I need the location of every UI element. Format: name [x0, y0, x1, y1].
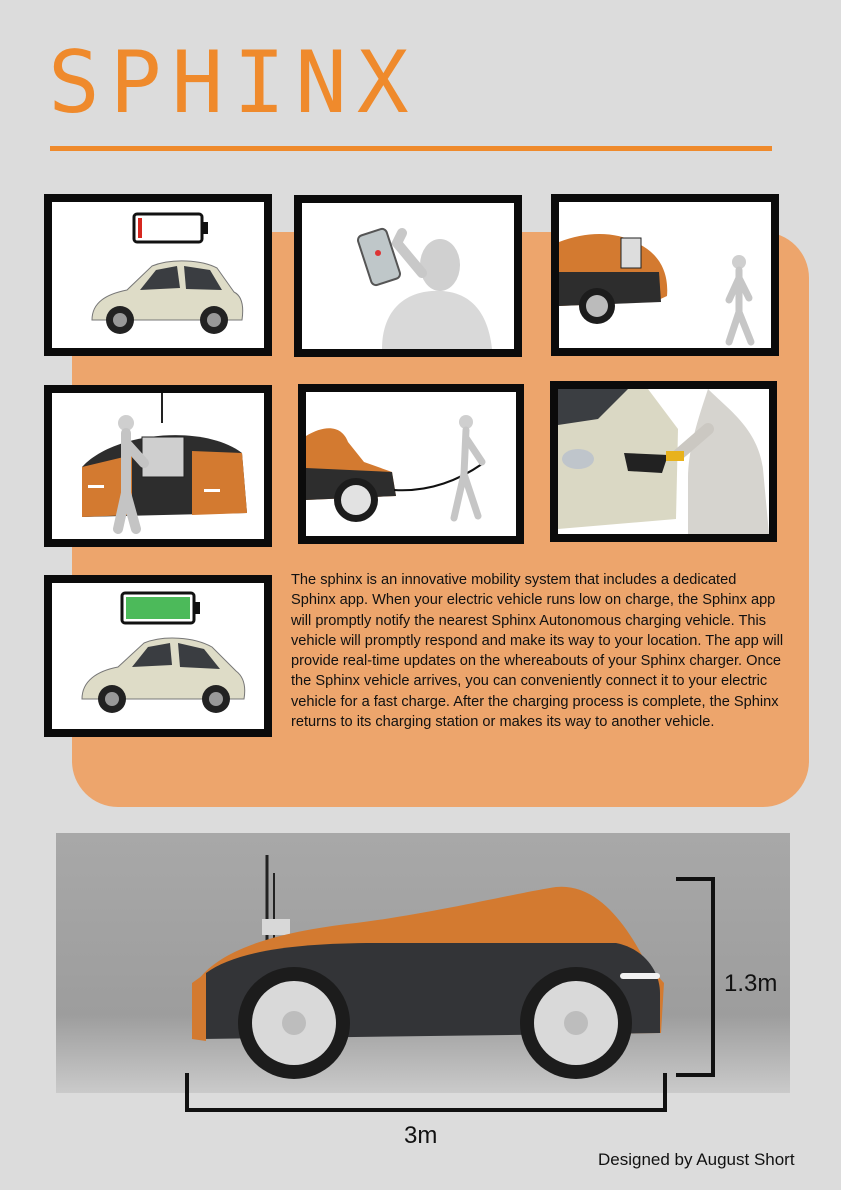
frame-phone-app: [294, 195, 522, 357]
length-dimension-tick-left: [185, 1073, 189, 1112]
sphinx-cable-illustration: [306, 392, 516, 536]
frame-sphinx-rear: [44, 385, 272, 547]
frame-sphinx-arrival: [551, 194, 779, 356]
height-dimension-tick-bottom: [676, 1073, 715, 1077]
length-label: 3m: [404, 1122, 438, 1149]
description-text: The sphinx is an innovative mobility system that includes a dedicated Sphinx app. When your electric vehicle runs low on charge, the Sphinx app will promptly notify the nearest Sphinx Autonomous charging vehicle. This vehicle will promptly respond and make its way to your location. The app will provide real-time updates on the whereabouts of your Sphinx charger. Once the Sphinx vehicle arrives, you can conveniently connect it to your electric vehicle for a fast charge. After the charging process is complete, the Sphinx returns to its charging station or makes its way to another vehicle.: [291, 572, 784, 731]
height-dimension-line: [711, 877, 715, 1077]
length-dimension-tick-right: [663, 1073, 667, 1112]
battery-low-fill: [138, 218, 142, 238]
frame-full-battery: [44, 575, 272, 737]
height-dimension-tick-top: [676, 877, 715, 881]
sphinx-rear-illustration: [52, 393, 264, 539]
battery-full-fill: [126, 597, 190, 619]
sphinx-render: [56, 833, 790, 1093]
height-label: 1.3m: [724, 970, 778, 997]
front-wheel: [238, 967, 350, 1079]
length-dimension-line: [185, 1108, 667, 1112]
sphinx-vehicle-side-illustration: [56, 833, 790, 1093]
sphinx-arriving-illustration: [559, 202, 771, 348]
full-battery-car-illustration: [52, 583, 264, 729]
person-phone-illustration: [302, 203, 514, 349]
car-icon: [92, 261, 243, 334]
low-battery-car-illustration: [52, 202, 264, 348]
title-underline: [50, 146, 772, 151]
person-arm-icon: [666, 389, 769, 534]
frame-low-battery: [44, 194, 272, 356]
designer-credit: Designed by August Short: [598, 1150, 795, 1169]
battery-low-icon: [134, 214, 208, 242]
page-title: SPHINX: [48, 33, 419, 133]
battery-full-icon: [122, 593, 200, 623]
phone-icon: [357, 228, 402, 287]
rear-wheel: [520, 967, 632, 1079]
plugging-in-illustration: [558, 389, 769, 534]
walking-person-icon: [729, 255, 751, 342]
frame-cable-walk: [298, 384, 524, 544]
car-icon: [82, 638, 245, 713]
frame-plugging-in: [550, 381, 777, 542]
